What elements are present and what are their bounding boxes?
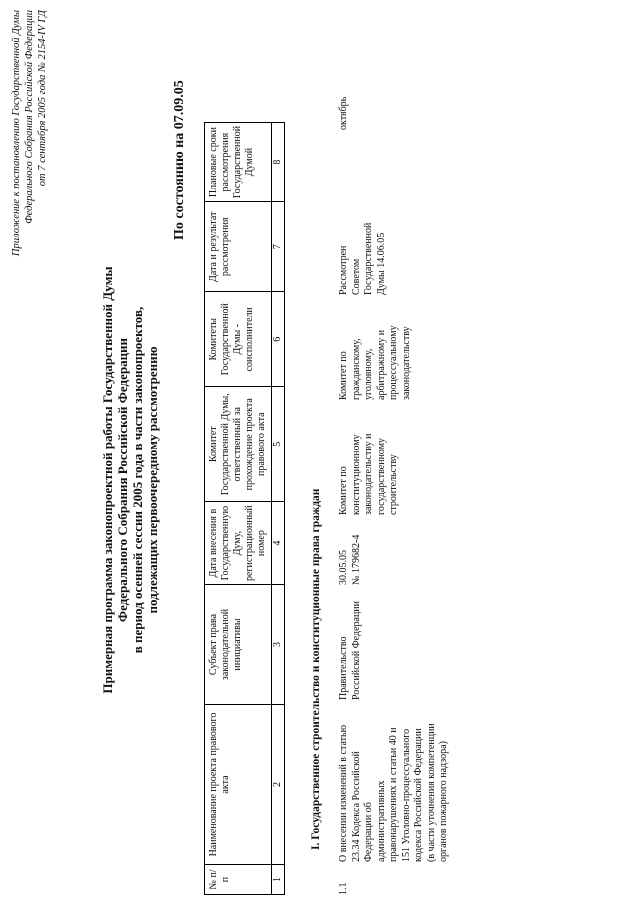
- row-result: Рассмотрен Советом Государственной Думы 14.06.05: [338, 222, 387, 295]
- title-line-3: в период осенней сессии 2005 года в части законопроектов,: [130, 306, 145, 654]
- document-title: [100, 200, 160, 760]
- appendix-line-1: Приложение к постановлению Государственной Думы: [11, 10, 22, 257]
- column-number: 1: [272, 865, 285, 895]
- header-num: № п/п: [205, 865, 272, 895]
- title-line-1: Примерная программа законопроектной работы Государственной Думы: [100, 266, 115, 694]
- row-date: 30.05.05: [338, 550, 349, 585]
- appendix-line-2: Федерального Собрания Российской Федерации: [24, 10, 35, 224]
- header-planned: Плановые сроки рассмотрения Государственной Думой: [205, 122, 272, 201]
- row-act-name: О внесении изменений в статью 23.34 Кодекса Российской Федерации об административных правонарушениях и статьи 40 и 151 Уголовно-процессуального кодекса Российской Федерации (в части уточнения компетенции органов пожарного надзора): [338, 723, 449, 862]
- header-co-committees: Комитеты Государственной Думы - соисполнители: [205, 292, 272, 387]
- header-date-reg: Дата внесения в Государственную Думу, регистрационный номер: [205, 502, 272, 585]
- title-line-2: Федерального Собрания Российской Федерации: [115, 337, 130, 623]
- column-number-row: [272, 122, 285, 894]
- column-number: 2: [272, 705, 285, 865]
- column-number: 8: [272, 122, 285, 201]
- column-number: 5: [272, 387, 285, 502]
- row-date-reg: [338, 515, 363, 585]
- row-subject: Правительство Российской Федерации: [338, 600, 362, 700]
- row-co-committees: Комитет по гражданскому, уголовному, арбитражному и процессуальному законодательству: [338, 325, 412, 400]
- header-subject: Субъект права законодательной инициативы: [205, 585, 272, 705]
- program-table-header: [204, 122, 285, 895]
- column-number: 3: [272, 585, 285, 705]
- row-committee: Комитет по конституционному законодательству и государственному строительству: [338, 433, 399, 515]
- column-number: 6: [272, 292, 285, 387]
- table-header-row: [205, 122, 272, 894]
- header-committee: Комитет Государственной Думы, ответственный за прохождение проекта правового акта: [205, 387, 272, 502]
- column-number: 7: [272, 202, 285, 292]
- as-of-date: По состоянию на 07.09.05: [172, 80, 187, 240]
- row-number: 1.1: [338, 882, 349, 895]
- header-name: Наименование проекта правового акта: [205, 705, 272, 865]
- title-line-4: подлежащих первоочередному рассмотрению: [145, 346, 160, 614]
- row-planned: октябрь: [338, 96, 349, 130]
- appendix-note: [10, 10, 49, 340]
- appendix-line-3: от 7 сентября 2005 года № 2154-IV ГД: [37, 10, 48, 187]
- row-reg-number: № 179682-4: [350, 534, 362, 585]
- section-title: I. Государственное строительство и конституционные права граждан: [310, 488, 322, 850]
- header-result: Дата и результат рассмотрения: [205, 202, 272, 292]
- column-number: 4: [272, 502, 285, 585]
